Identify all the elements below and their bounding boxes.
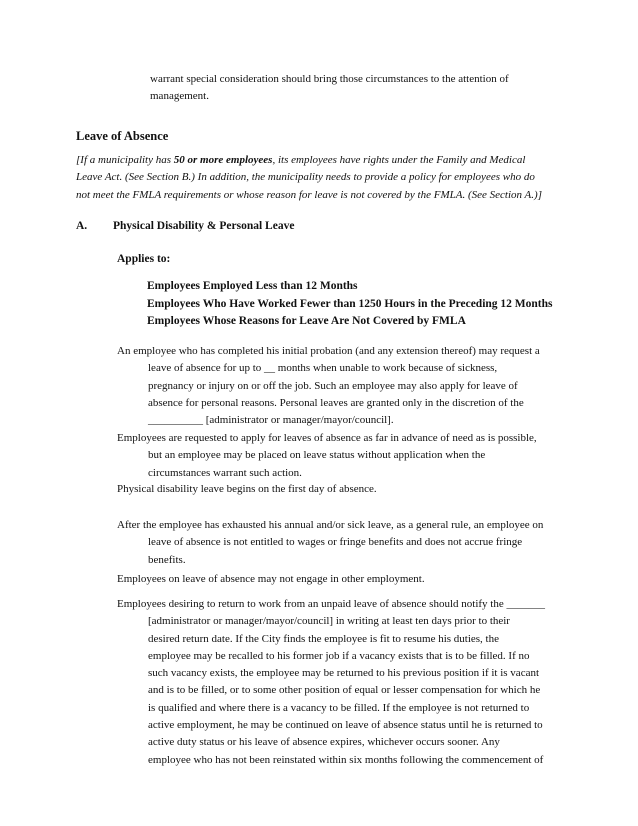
intro-line: management. [150,90,209,103]
body-paragraph [117,343,540,429]
paragraph-line: [administrator or manager/mayor/council] in writing at least ten days prior to their [148,615,510,628]
body-paragraph [117,517,543,569]
paragraph-line: __________ [administrator or manager/mayor/council]. [148,414,394,427]
fmla-note [76,152,542,204]
fmla-note-line: not meet the FMLA requirements or whose reason for leave is not covered by the FMLA. (See Section A.)] [76,188,542,201]
paragraph-line: is qualified and where there is a vacancy to be filled. If the employee is not returned to [148,701,530,714]
paragraph-line: but an employee may be placed on leave status without application when the [148,449,486,462]
fmla-note-line: Leave Act. (See Section B.) In addition, the municipality needs to provide a policy for employees who do [76,171,535,184]
applies-item: Employees Whose Reasons for Leave Are Not Covered by FMLA [147,315,466,327]
paragraph-line: Employees desiring to return to work from an unpaid leave of absence should notify the _______ [117,598,545,610]
body-paragraph [117,481,377,498]
fmla-note-line [76,152,542,169]
paragraph-line: Physical disability leave begins on the first day of absence. [117,483,377,495]
intro-paragraph [150,71,509,106]
fmla-note-emphasis: 50 or more employees [173,154,273,166]
fmla-note-text: , its employees have rights under the Family and Medical [272,154,526,166]
paragraph-line: benefits. [148,553,186,566]
applies-item: Employees Employed Less than 12 Months [147,280,358,292]
paragraph-line: absence for personal reasons. Personal leaves are granted only in the discretion of the [148,396,524,409]
applies-list [147,278,553,331]
paragraph-line: such vacancy exists, the employee may be returned to his previous position if it is vacant [148,667,540,680]
paragraph-line: circumstances warrant such action. [148,466,302,479]
paragraph-line: employee who has not been reinstated within six months following the commencement of [148,753,544,766]
section-letter: A. [76,220,88,232]
paragraph-line: and is to be filled, or to some other position of equal or lesser compensation for which he [148,684,541,697]
paragraph-line: desired return date. If the City finds the employee is fit to resume his duties, the [148,632,499,645]
paragraph-line: leave of absence for up to __ months when unable to work because of sickness, [148,362,498,375]
paragraph-line: Employees are requested to apply for leaves of absence as far in advance of need as is possible, [117,432,537,444]
applies-to-label: Applies to: [117,253,171,265]
intro-line: warrant special consideration should bring those circumstances to the attention of [150,73,509,85]
paragraph-line: Employees on leave of absence may not engage in other employment. [117,573,425,585]
paragraph-line: active duty status or his leave of absence expires, whichever occurs sooner. Any [148,736,500,749]
paragraph-line: leave of absence is not entitled to wages or fringe benefits and does not accrue fringe [148,536,523,549]
paragraph-line: After the employee has exhausted his annual and/or sick leave, as a general rule, an employee on [117,519,544,531]
paragraph-line: pregnancy or injury on or off the job. Such an employee may also apply for leave of [148,379,518,392]
body-paragraph [117,430,537,482]
leave-heading: Leave of Absence [76,129,169,143]
applies-item: Employees Who Have Worked Fewer than 1250 Hours in the Preceding 12 Months [147,297,553,310]
paragraph-line: employee may be recalled to his former job if a vacancy exists that is to be filled. If no [148,649,530,662]
body-paragraph [117,596,545,769]
body-paragraph [117,571,425,588]
paragraph-line: An employee who has completed his initial probation (and any extension thereof) may request a [117,345,540,357]
paragraph-line: active employment, he may be continued on leave of absence status until he is returned to [148,719,543,732]
section-title: Physical Disability & Personal Leave [113,220,295,232]
fmla-note-text: [If a municipality has [76,154,174,166]
